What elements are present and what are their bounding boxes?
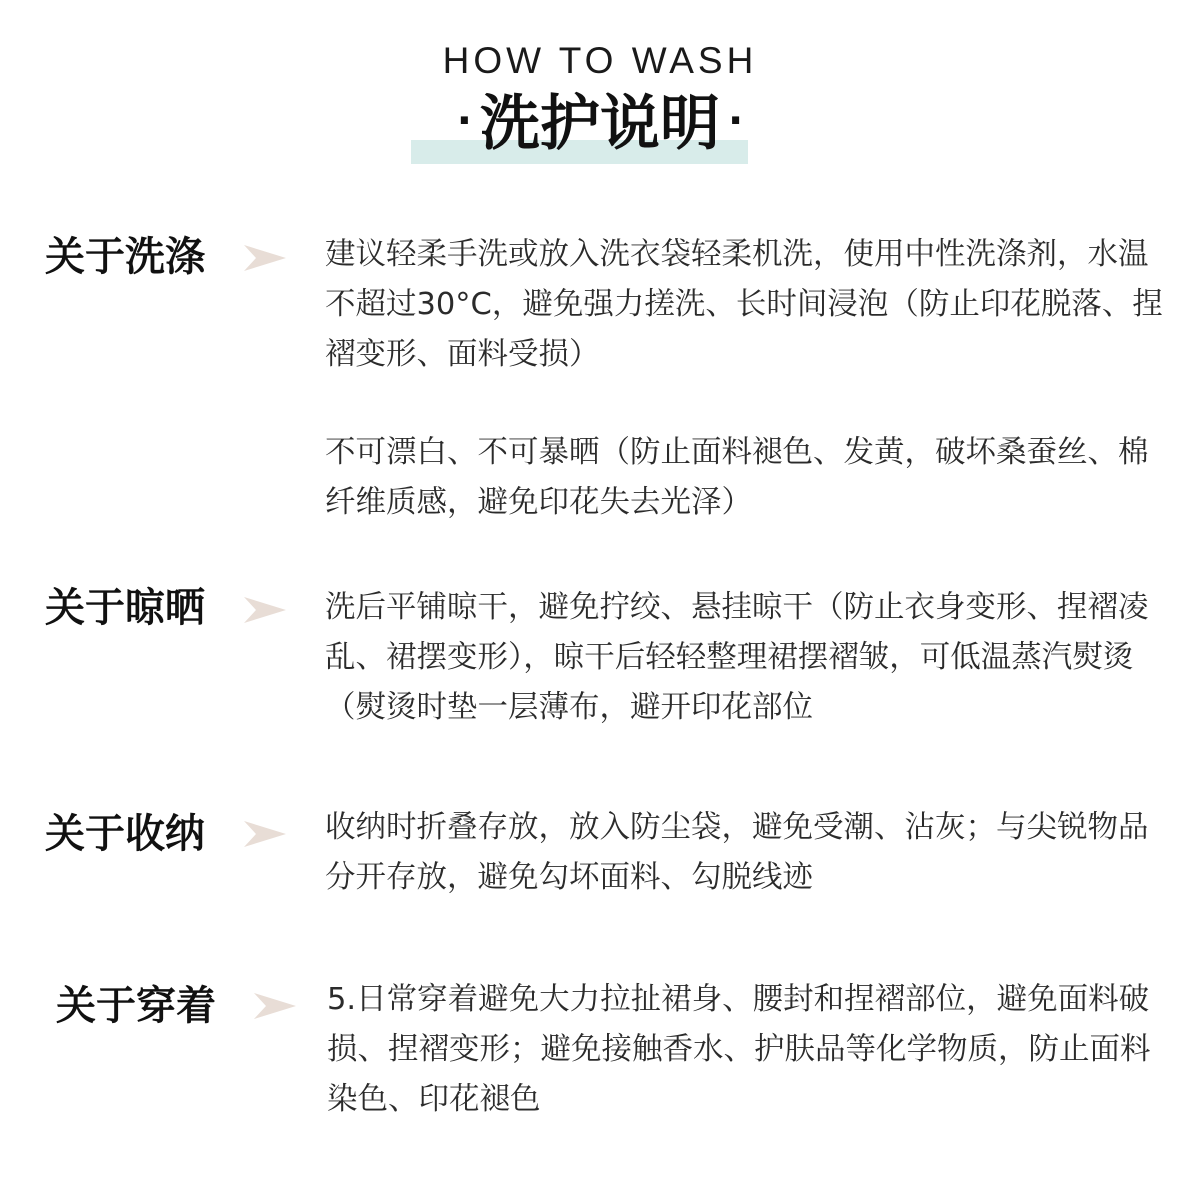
paragraph: 5.日常穿着避免大力拉扯裙身、腰封和捏褶部位，避免面料破损、捏褶变形；避免接触香水、护肤品等化学物质，防止面料染色、印花褪色 xyxy=(327,982,1151,1117)
section-label: 关于收纳 xyxy=(45,811,205,857)
chinese-title-row xyxy=(0,88,1200,163)
paragraph: 建议轻柔手洗或放入洗衣袋轻柔机洗，使用中性洗涤剂，水温不超过30°C，避免强力搓洗、长时间浸泡（防止印花脱落、捏褶变形、面料受损） xyxy=(325,237,1163,372)
section-label: 关于穿着 xyxy=(56,983,216,1029)
section-label: 关于晾晒 xyxy=(45,585,205,631)
header xyxy=(0,0,1200,170)
paragraph: 洗后平铺晾干，避免拧绞、悬挂晾干（防止衣身变形、捏褶凌乱、裙摆变形），晾干后轻轻整理裙摆褶皱，可低温蒸汽熨烫（熨烫时垫一层薄布，避开印花部位 xyxy=(325,590,1149,725)
arrow-icon xyxy=(242,595,288,625)
left-dot: · xyxy=(456,98,472,145)
english-title: HOW TO WASH xyxy=(442,40,758,81)
section-body xyxy=(325,230,1165,528)
section-body xyxy=(325,803,1165,903)
section-body xyxy=(327,975,1167,1125)
section-body xyxy=(325,583,1165,733)
section-label: 关于洗涤 xyxy=(45,234,205,280)
paragraph: 不可漂白、不可暴晒（防止面料褪色、发黄，破坏桑蚕丝、棉纤维质感，避免印花失去光泽） xyxy=(325,435,1149,520)
arrow-icon xyxy=(242,819,288,849)
chinese-title: 洗护说明 xyxy=(480,89,720,159)
arrow-icon xyxy=(242,243,288,273)
right-dot: · xyxy=(728,98,744,145)
arrow-icon xyxy=(252,991,298,1021)
paragraph: 收纳时折叠存放，放入防尘袋，避免受潮、沾灰；与尖锐物品分开存放，避免勾坏面料、勾脱线迹 xyxy=(325,810,1149,895)
